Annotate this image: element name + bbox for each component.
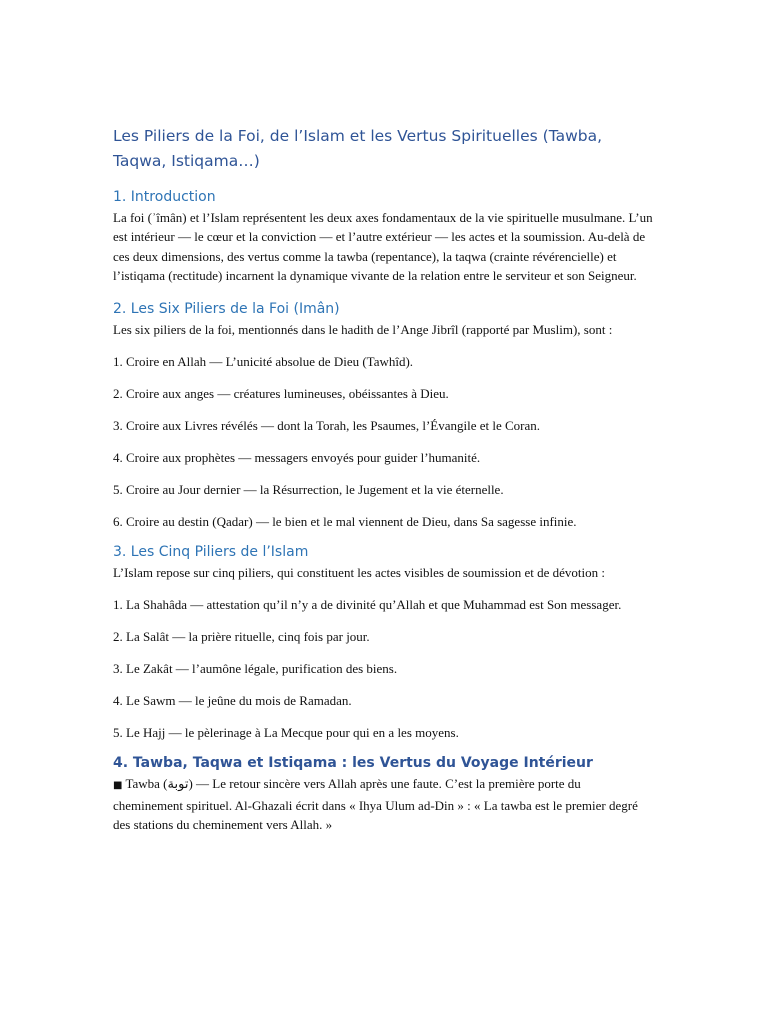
list-item: 1. Croire en Allah — L’unicité absolue de Dieu (Tawhîd). (113, 353, 414, 369)
five-pillars-list (113, 595, 653, 742)
tawba-paragraph (113, 774, 653, 834)
list-item: 5. Le Hajj — le pèlerinage à La Mecque pour qui en a les moyens. (113, 725, 459, 741)
list-item: 4. Le Sawm — le jeûne du mois de Ramadan. (113, 693, 352, 709)
list-item: 2. Croire aux anges — créatures lumineuses, obéissantes à Dieu. (113, 385, 449, 401)
section-heading-six-pillars: 2. Les Six Piliers de la Foi (Imân) (113, 300, 340, 317)
six-pillars-list (113, 352, 653, 531)
section-heading-five-pillars: 3. Les Cinq Piliers de l’Islam (113, 544, 309, 561)
list-item: 2. La Salât — la prière rituelle, cinq fois par jour. (113, 629, 370, 645)
introduction-paragraph: La foi (ʾîmân) et l’Islam représentent les deux axes fondamentaux de la vie spirituelle musulmane. L’un est intérieur — le cœur et la conviction — et l’autre extérieur — les actes et la soumission. Au-delà de ces deux dimensions, des vertus comme la tawba (repentance), la taqwa (crainte révérencielle) et l’istiqama (rectitude) incarnent la dynamique vivante de la relation entre le serviteur et son Seigneur. (113, 210, 653, 284)
list-item: 6. Croire au destin (Qadar) — le bien et le mal viennent de Dieu, dans Sa sagesse infinie. (113, 513, 577, 529)
list-item: 5. Croire au Jour dernier — la Résurrection, le Jugement et la vie éternelle. (113, 481, 504, 497)
section-heading-introduction: 1. Introduction (113, 189, 216, 205)
section-spiritual-virtues (113, 752, 653, 834)
tawba-text: Tawba (توبة) — Le retour sincère vers Allah après une faute. C’est la première porte du cheminement spirituel. Al-Ghazali écrit dans « Ihya Ulum ad-Din » : « La tawba est le premier degré des stations du cheminement vers Allah. » (113, 776, 638, 833)
list-item: 1. La Shahâda — attestation qu’il n’y a de divinité qu’Allah et que Muhammad est Son messager. (113, 597, 622, 613)
six-pillars-intro-paragraph: Les six piliers de la foi, mentionnés dans le hadith de l’Ange Jibrîl (rapporté par Muslim), sont : (113, 321, 613, 337)
document-page (113, 124, 653, 835)
section-heading-virtues: 4. Tawba, Taqwa et Istiqama : les Vertus du Voyage Intérieur (113, 755, 593, 772)
five-pillars-intro-paragraph: L’Islam repose sur cinq piliers, qui constituent les actes visibles de soumission et de dévotion : (113, 565, 605, 581)
square-bullet-icon: ■ (113, 780, 123, 792)
list-item: 3. Croire aux Livres révélés — dont la Torah, les Psaumes, l’Évangile et le Coran. (113, 417, 541, 433)
section-five-pillars-islam (113, 541, 653, 742)
section-six-pillars-faith (113, 298, 653, 531)
document-title: Les Piliers de la Foi, de l’Islam et les Vertus Spirituelles (Tawba, Taqwa, Istiqama…) (113, 127, 603, 170)
list-item: 4. Croire aux prophètes — messagers envoyés pour guider l’humanité. (113, 449, 481, 465)
list-item: 3. Le Zakât — l’aumône légale, purification des biens. (113, 661, 398, 677)
section-introduction (113, 186, 653, 286)
